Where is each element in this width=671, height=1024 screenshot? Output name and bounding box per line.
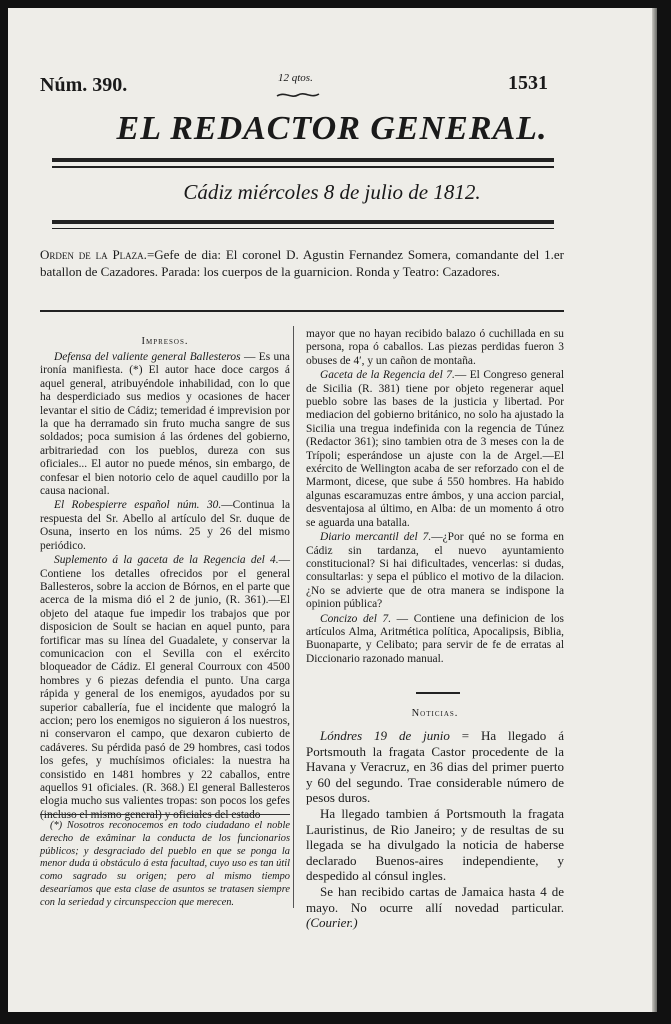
newspaper-page	[8, 8, 656, 1012]
flourish-ornament	[275, 90, 321, 100]
orden-de-la-plaza	[40, 246, 564, 280]
item-text: — Contiene los detalles ofrecidos por el general Ballesteros, sobre la accion de Bórnos, en el parte que acerca de la misma dió el 2 de junio, (R. 361).—El objeto del ataque fue impedir los trabajos que por disposicion de Soult se hacian en aquel punto, para fortificar mas su línea del Guadalete, y conservar la comunicacion con el Sevilla con el exército bloqueador de Cádiz. El general Courroux con 4500 hombres y 6 piezas defendia el punto. Una carga rápida y general de los enemigos, ayudados por su superior caballería, fue el incidente que malogró la accion; pero los enemigos no siguieron á los nuestros, ni conservaron el campo, que dexaron cubierto de cadáveres. Su pérdida pasó de 29 hombres, casi todos los gefes, y muchísimos oficiales: la nuestra ha consistido en 1481 hombres y 22 caballos, entre aquellos 91 oficiales. (R. 368.) El general Ballesteros elogia mucho sus valientes tropas: son pocos los gefes	[40, 554, 290, 808]
noticias-rule	[416, 692, 460, 694]
impresos-item	[306, 531, 564, 611]
footnote-rule	[40, 814, 290, 815]
impresos-item	[40, 499, 290, 553]
impresos-item	[306, 613, 564, 667]
impresos-item	[40, 351, 290, 498]
noticias-body	[306, 728, 564, 931]
item-text: — Contiene una definicion de los artículos Alma, Aritmética política, Apocalipsis, Biblia, Buonaparte, y Celibato; para servir de fe de erratas al Diccionario razonado manual.	[306, 612, 564, 665]
noticia-dateline: Lóndres 19 de junio	[320, 728, 450, 743]
noticia-text: = Ha llegado á Portsmouth la fragata Castor procedente de la Havana y Veracruz, en 36 dias del primer puerto y 60 del segundo. Trae considerable número de pesos duros.	[306, 728, 564, 806]
issue-number: Núm. 390.	[40, 74, 128, 96]
noticia-source: (Courier.)	[306, 915, 358, 931]
noticia-item: Ha llegado tambien á Portsmouth la fragata Lauristinus, de Rio Janeiro; y de resultas de su llegada se ha divulgado la noticia de haberse declarado Buenos-aires independiente, y despedido al cónsul ingles.	[306, 805, 564, 884]
item-text: —¿Por qué no se forma en Cádiz sin tardanza, el nuevo ayuntamiento constitucional? Si hai dificultades, vencerlas: si dudas, consultarlas: y sepa el público el motivo de la dilacion. ¿No se advierte que de otra manera se indispone la opinion pública?	[306, 531, 564, 611]
item-text: —Continua la respuesta del Sr. Abello al artículo del Sr. duque de Osuna, inserto en los núms. 25 y 26 del mismo periódico.	[40, 499, 290, 552]
item-text: — Es una ironía manifiesta. (*) El autor hace doce cargos á aquel general, atribuyéndole inhabilidad, con lo que ha desperdiciado sus medios y ocasiones de hacer levantar el sitio de Cádiz; temeridad é imprevision por la que ha derramado sin fruto mucha sangre de sus soldados; poca sumision á las órdenes del gobierno, arbitrariedad con los pueblos, dureza con sus oficiales... El autor no puede ménos, sin embargo, de confesar el bien notorio celo de aquel caudillo por la causa nacional.	[40, 351, 290, 498]
item-title: Suplemento á la gaceta de la Regencia del 4.	[54, 554, 279, 567]
page-number: 1531	[508, 72, 548, 94]
item-title: Defensa del valiente general Ballesteros	[54, 351, 241, 363]
masthead-rule	[52, 158, 554, 168]
orden-lead: Orden de la Plaza.	[40, 247, 147, 262]
noticia-item	[306, 884, 564, 931]
item-title: Diario mercantil del 7.	[320, 531, 432, 544]
noticia-item	[306, 728, 564, 806]
price: 12 qtos.	[278, 72, 313, 84]
continued-text: mayor que no hayan recibido balazo ó cuchillada en su persona, ropa ó caballos. Las piezas perdidas fueron 3 obuses de 4′, y un cañon de montaña.	[306, 328, 564, 367]
item-text: — El Congreso general de Sicilia (R. 381) tiene por objeto regenerar aquel pueblo sobre las bases de la justicia y libertad. Por mediacion del gobierno británico, no solo ha ajustado la Sicilia una tregua indefinida con la regencia de Túnez (Redactor 361); sino tambien otra de 3 meses con la de Trípoli; esperándose un ajuste con la de Argel.—El exército de Wellington acaba de ser reforzado con el de Marmont, dicese, que sube á 550 hombres. Ha habido algunas escaramuzas entre ámbos, y una accion parcial, desventajosa al último, en Alba: de un momento á otro se aguarda una batalla.	[306, 369, 565, 529]
item-title: Gaceta de la Regencia del 7.	[320, 369, 455, 382]
item-title: El Robespierre español núm. 30.	[54, 499, 222, 512]
impresos-item	[306, 369, 564, 530]
noticia-text: Se han recibido cartas de Jamaica hasta 4 de mayo. No ocurre allí novedad particular.	[306, 883, 564, 915]
section-rule	[40, 310, 564, 312]
right-column	[306, 328, 564, 667]
masthead-title: EL REDACTOR GENERAL.	[116, 110, 548, 147]
column-divider	[293, 326, 294, 908]
dateline: Cádiz miércoles 8 de julio de 1812.	[183, 180, 481, 204]
orden-text: =Gefe de dia: El coronel D. Agustin Fernandez Somera, comandante del 1.er batallon de Cazadores. Parada: los cuerpos de la guarnicion. Ronda y Teatro: Cazadores.	[40, 247, 564, 279]
left-column	[40, 334, 290, 823]
noticias-heading: Noticias.	[411, 708, 459, 719]
page-edge-shadow	[652, 8, 657, 1012]
impresos-item	[40, 554, 290, 822]
item-title: Concizo del 7.	[320, 612, 392, 625]
footnote: (*) Nosotros reconocemos en todo ciudadano el noble derecho de exâminar la conducta de los funcionarios públicos; y desgraciado del pueblo en que se ponga la menor duda ú obstáculo á esta facultad, cuyo uso es tan útil como sagrado su origen; pero al mismo tiempo desearíamos que esta clase de asuntos se tratasen siempre con la seriedad y circunspeccion que merecen.	[40, 820, 290, 908]
impresos-heading: Impresos.	[141, 336, 189, 347]
dateline-rule	[52, 220, 554, 229]
